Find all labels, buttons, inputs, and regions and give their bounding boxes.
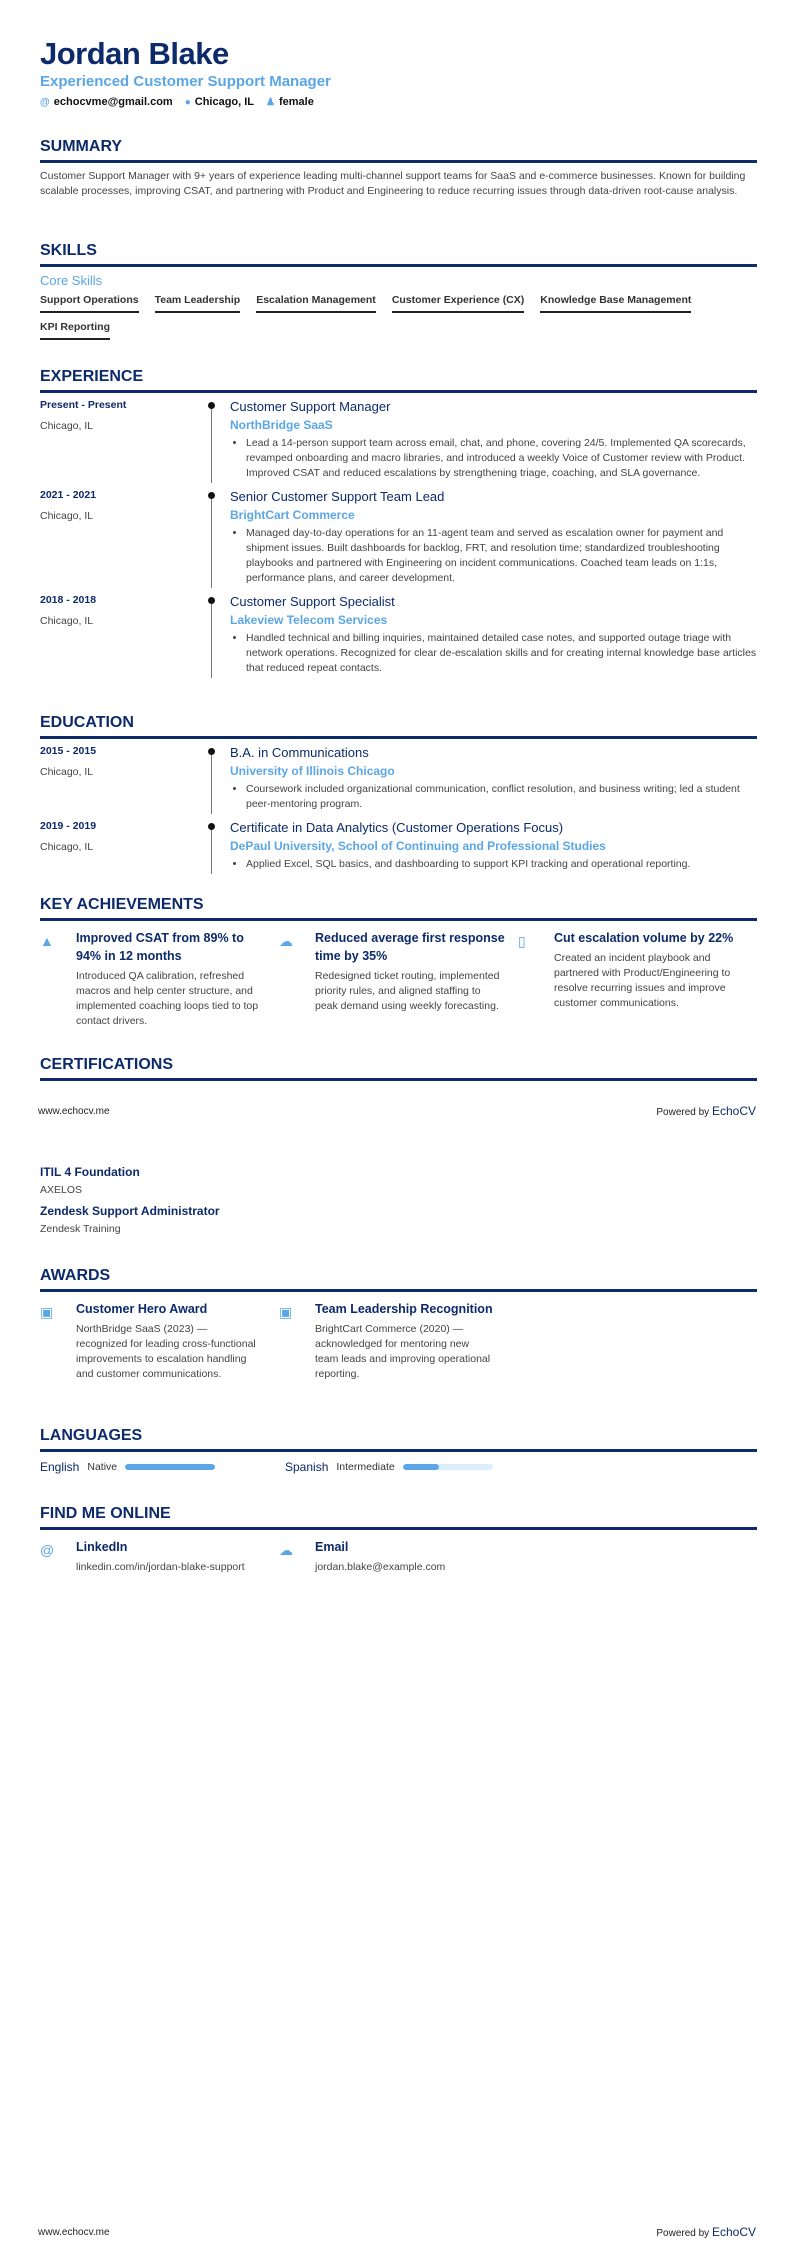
at-icon: @ — [40, 1542, 55, 1558]
entry-dates: 2018 - 2018 — [40, 594, 97, 606]
language-level: Intermediate — [336, 1461, 395, 1473]
skill-chip: KPI Reporting — [40, 321, 110, 340]
entry-organization: Lakeview Telecom Services — [230, 613, 388, 627]
experience-entry — [40, 489, 757, 588]
awards-section — [40, 1267, 757, 1382]
entry-location: Chicago, IL — [40, 615, 94, 627]
award-text: NorthBridge SaaS (2023) — recognized for leading cross-functional improvements to escalation handling and customer communications. — [76, 1323, 256, 1380]
entry-bullet: • Managed day-to-day operations for an 11-agent team and served as escalation owner for payment and shipment issues. Built dashboards for backlog, FRT, and resolution time; standardized troubleshooting playbooks and partnered with Engineering on incident communications. Coached team leads on 1:1s, performance plans, and career development. — [246, 526, 757, 586]
section-heading: AWARDS — [40, 1267, 757, 1292]
language-item — [285, 1460, 530, 1474]
entry-organization: BrightCart Commerce — [230, 508, 355, 522]
cert-name: ITIL 4 Foundation — [40, 1165, 140, 1179]
achievement-text: Introduced QA calibration, refreshed macros and help center structure, and implemented coaching loops tied to top contact drivers. — [76, 970, 259, 1027]
education-section — [40, 714, 757, 874]
contact-gender: female — [279, 96, 314, 108]
phone-icon: ▯ — [518, 933, 526, 949]
online-item — [40, 1538, 279, 1575]
powered-by — [656, 1104, 756, 1118]
skill-chip: Customer Experience (CX) — [392, 294, 524, 313]
powered-by-label: Powered by — [656, 2228, 710, 2239]
section-heading: EXPERIENCE — [40, 368, 757, 393]
language-item — [40, 1460, 285, 1474]
award-card — [40, 1300, 279, 1382]
contact-location: Chicago, IL — [194, 96, 255, 108]
brand-logo: EchoCV — [711, 1104, 756, 1118]
award-text: BrightCart Commerce (2020) — acknowledged for mentoring new team leads and improving operational reporting. — [315, 1323, 491, 1380]
entry-organization: NorthBridge SaaS — [230, 418, 333, 432]
entry-organization: University of Illinois Chicago — [230, 764, 395, 778]
location-pin-icon: ● — [184, 97, 191, 108]
skill-chip: Knowledge Base Management — [540, 294, 691, 313]
timeline-marker — [205, 820, 230, 874]
entry-location: Chicago, IL — [40, 766, 94, 778]
section-heading: CERTIFICATIONS — [40, 1056, 757, 1081]
language-name: Spanish — [285, 1460, 329, 1474]
experience-section — [40, 368, 757, 678]
achievement-text: Created an incident playbook and partnered with Product/Engineering to resolve recurring issues and improve customer communications. — [554, 952, 731, 1009]
entry-bullet: • Handled technical and billing inquiries, maintained detailed case notes, and supported outage triage with network operations. Recognized for clear de-escalation skills and for creating internal knowledge base articles that reduced repeat contacts. — [246, 631, 757, 676]
achievement-card — [518, 929, 757, 1029]
entry-title: Senior Customer Support Team Lead — [230, 489, 445, 504]
certification-list — [40, 1165, 220, 1237]
footer-site-link[interactable]: www.echocv.me — [38, 1106, 110, 1117]
entry-dates: 2015 - 2015 — [40, 745, 97, 757]
entry-organization: DePaul University, School of Continuing and Professional Studies — [230, 839, 606, 853]
summary-text: Customer Support Manager with 9+ years of experience leading multi-channel support teams for SaaS and e-commerce businesses. Known for building scalable processes, improving CSAT, and partnering with Product and Engineering to reduce recurring issues through data-driven root-cause analysis. — [40, 170, 746, 197]
entry-dates: 2021 - 2021 — [40, 489, 97, 501]
document-icon: ▣ — [40, 1304, 54, 1320]
cert-issuer: Zendesk Training — [40, 1223, 121, 1235]
achievement-title: Cut escalation volume by 22% — [554, 931, 734, 945]
certifications-section — [40, 1056, 757, 1087]
bell-icon: ▲ — [40, 933, 54, 949]
experience-entry — [40, 399, 757, 483]
online-label: Email — [315, 1540, 349, 1554]
candidate-title: Experienced Customer Support Manager — [40, 73, 331, 90]
skills-group-label: Core Skills — [40, 273, 103, 288]
achievement-card — [40, 929, 279, 1029]
language-bar — [403, 1464, 493, 1470]
language-name: English — [40, 1460, 80, 1474]
achievement-text: Redesigned ticket routing, implemented priority rules, and aligned staffing to peak demand using weekly forecasting. — [315, 970, 500, 1012]
education-entry — [40, 745, 757, 814]
section-heading: KEY ACHIEVEMENTS — [40, 896, 757, 921]
experience-entry — [40, 594, 757, 678]
entry-title: Customer Support Specialist — [230, 594, 395, 609]
entry-bullet: • Applied Excel, SQL basics, and dashboarding to support KPI tracking and operational reporting. — [246, 857, 757, 872]
powered-by — [656, 2225, 756, 2239]
powered-by-label: Powered by — [656, 1107, 710, 1118]
cloud-icon: ☁ — [279, 933, 293, 949]
summary-section — [40, 138, 757, 199]
cert-name: Zendesk Support Administrator — [40, 1204, 220, 1218]
section-heading: FIND ME ONLINE — [40, 1505, 757, 1530]
linkedin-link[interactable]: linkedin.com/in/jordan-blake-support — [76, 1561, 245, 1573]
cert-issuer: AXELOS — [40, 1184, 83, 1196]
section-heading: LANGUAGES — [40, 1427, 757, 1452]
award-title: Customer Hero Award — [76, 1302, 208, 1316]
skills-section — [40, 242, 757, 340]
entry-title: Certificate in Data Analytics (Customer Operations Focus) — [230, 820, 564, 835]
language-level: Native — [87, 1461, 118, 1473]
contact-row — [40, 96, 314, 108]
skill-chip: Escalation Management — [256, 294, 376, 313]
contact-email: echocvme@gmail.com — [53, 96, 173, 108]
online-section — [40, 1505, 757, 1575]
candidate-name: Jordan Blake — [40, 36, 229, 71]
timeline-marker — [205, 745, 230, 814]
award-title: Team Leadership Recognition — [315, 1302, 493, 1316]
achievement-card — [279, 929, 518, 1029]
at-icon: @ — [40, 97, 50, 108]
achievements-section — [40, 896, 757, 1029]
timeline-marker — [205, 489, 230, 588]
section-heading: SKILLS — [40, 242, 757, 267]
skill-chip: Team Leadership — [155, 294, 241, 313]
skill-chip: Support Operations — [40, 294, 139, 313]
entry-location: Chicago, IL — [40, 841, 94, 853]
online-label: LinkedIn — [76, 1540, 128, 1554]
entry-location: Chicago, IL — [40, 510, 94, 522]
achievement-title: Improved CSAT from 89% to 94% in 12 months — [76, 931, 244, 963]
timeline-marker — [205, 594, 230, 678]
section-heading: SUMMARY — [40, 138, 757, 163]
chart-document-icon: ▣ — [279, 1304, 293, 1320]
email-link[interactable]: jordan.blake@example.com — [315, 1561, 446, 1573]
timeline-marker — [205, 399, 230, 483]
entry-bullet: • Coursework included organizational communication, conflict resolution, and business writing; led a student peer-mentoring program. — [246, 782, 757, 812]
education-entry — [40, 820, 757, 874]
entry-title: B.A. in Communications — [230, 745, 369, 760]
online-item — [279, 1538, 518, 1575]
entry-dates: 2019 - 2019 — [40, 820, 97, 832]
footer-site-link[interactable]: www.echocv.me — [38, 2227, 110, 2238]
section-heading: EDUCATION — [40, 714, 757, 739]
entry-title: Customer Support Manager — [230, 399, 391, 414]
person-icon: ♟ — [266, 97, 275, 108]
language-bar — [125, 1464, 215, 1470]
languages-section — [40, 1427, 757, 1474]
entry-location: Chicago, IL — [40, 420, 94, 432]
brand-logo: EchoCV — [711, 2225, 756, 2239]
award-card — [279, 1300, 518, 1382]
entry-dates: Present - Present — [40, 399, 127, 411]
cloud-icon: ☁ — [279, 1542, 293, 1558]
achievement-title: Reduced average first response time by 35% — [315, 931, 505, 963]
entry-bullet: • Lead a 14-person support team across email, chat, and phone, covering 24/5. Implemented QA scorecards, revamped onboarding and macro libraries, and introduced a weekly Voice of Customer review with Product. Improved CSAT and reduced escalations by strengthening triage, coaching, and SLA governance. — [246, 436, 757, 481]
